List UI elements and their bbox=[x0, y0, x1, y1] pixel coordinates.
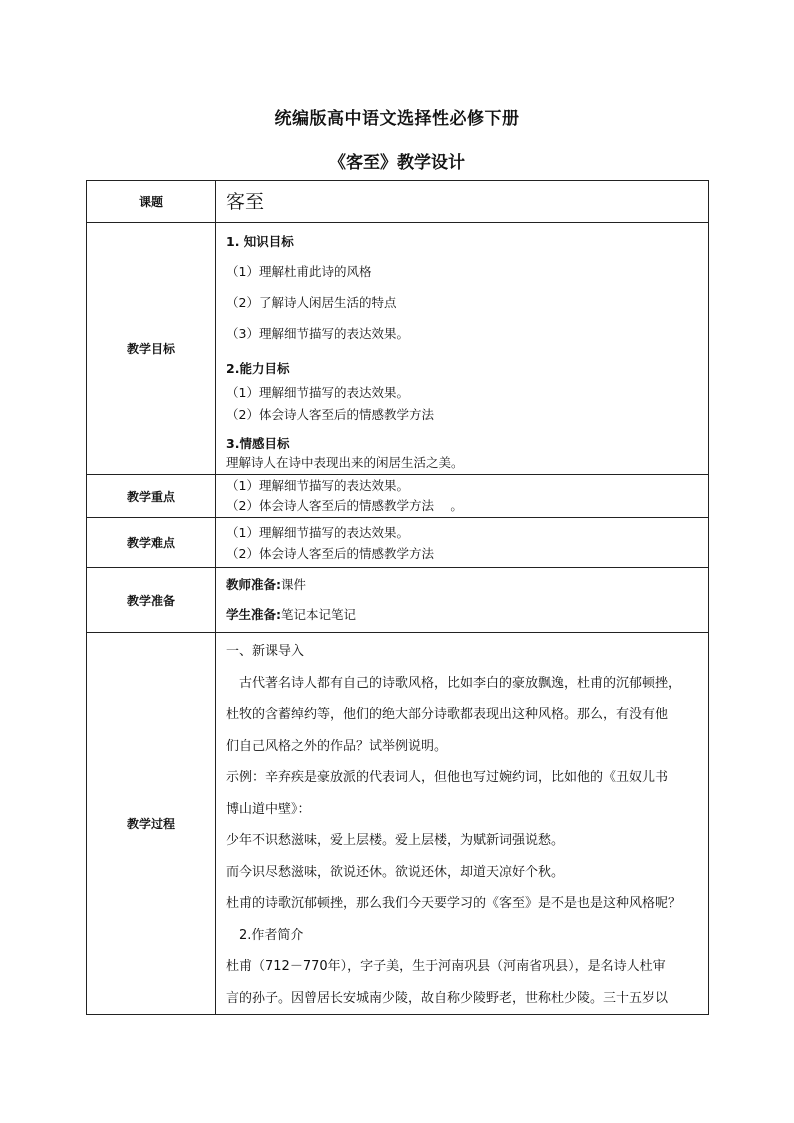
goal-knowledge-1: （1）理解杜甫此诗的风格 bbox=[226, 264, 372, 279]
table-row-prep bbox=[87, 568, 709, 633]
label-difficulty: 教学难点 bbox=[87, 518, 216, 568]
cell-key-points bbox=[216, 475, 709, 518]
key-point-2: （2）体会诗人客至后的情感教学方法 。 bbox=[226, 498, 463, 513]
process-line-11: 杜甫（712－770年），字子美，生于河南巩县（河南省巩县），是名诗人杜审 bbox=[226, 959, 666, 974]
lesson-plan-table bbox=[86, 180, 709, 1015]
goal-knowledge-3: （3）理解细节描写的表达效果。 bbox=[226, 326, 409, 341]
cell-prep bbox=[216, 568, 709, 633]
prep-teacher-label: 教师准备: bbox=[226, 577, 281, 592]
goal-ability-2: （2）体会诗人客至后的情感教学方法 bbox=[226, 407, 434, 422]
table-row-key bbox=[87, 475, 709, 518]
label-process: 教学过程 bbox=[87, 633, 216, 1015]
goal-ability-1: （1）理解细节描写的表达效果。 bbox=[226, 385, 409, 400]
prep-student-value: 笔记本记笔记 bbox=[281, 607, 357, 622]
prep-student bbox=[226, 600, 702, 630]
difficulty-2: （2）体会诗人客至后的情感教学方法 bbox=[226, 545, 434, 561]
process-line-7: 少年不识愁滋味，爱上层楼。爱上层楼，为赋新词强说愁。 bbox=[226, 833, 565, 848]
goal-emotion-text: 理解诗人在诗中表现出来的闲居生活之美。 bbox=[226, 455, 464, 470]
process-line-2: 古代著名诗人都有自己的诗歌风格，比如李白的豪放飘逸，杜甫的沉郁顿挫， bbox=[226, 675, 682, 691]
table-row-goals bbox=[87, 223, 709, 475]
prep-student-label: 学生准备: bbox=[226, 607, 281, 622]
process-line-3: 杜牧的含蓄绰约等，他们的绝大部分诗歌都表现出这种风格。那么，有没有他 bbox=[226, 707, 669, 722]
table-row-difficulty bbox=[87, 518, 709, 568]
key-point-1: （1）理解细节描写的表达效果。 bbox=[226, 478, 409, 493]
document-title: 统编版高中语文选择性必修下册 bbox=[274, 109, 520, 129]
goal-ability-heading: 2.能力目标 bbox=[226, 361, 290, 376]
topic-value: 客至 bbox=[226, 190, 265, 213]
prep-teacher bbox=[226, 570, 702, 600]
cell-process bbox=[216, 633, 709, 1015]
label-prep: 教学准备 bbox=[87, 568, 216, 633]
process-line-12: 言的孙子。因曾居长安城南少陵，故自称少陵野老，世称杜少陵。三十五岁以 bbox=[226, 990, 669, 1006]
table-row-topic bbox=[87, 181, 709, 223]
label-topic: 课题 bbox=[87, 181, 216, 223]
process-line-9: 杜甫的诗歌沉郁顿挫，那么我们今天要学习的《客至》是不是也是这种风格呢？ bbox=[226, 896, 682, 911]
process-line-4: 们自己风格之外的作品？试举例说明。 bbox=[226, 738, 448, 754]
document-subtitle: 《客至》教学设计 bbox=[329, 153, 465, 173]
label-key-points: 教学重点 bbox=[87, 475, 216, 518]
cell-goals bbox=[216, 223, 709, 475]
cell-difficulty bbox=[216, 518, 709, 568]
goal-knowledge-heading: 1. 知识目标 bbox=[226, 234, 294, 249]
process-line-6: 博山道中壁》： bbox=[226, 801, 311, 817]
goal-emotion-heading: 3.情感目标 bbox=[226, 436, 290, 451]
process-line-1: 一、新课导入 bbox=[226, 644, 305, 659]
prep-teacher-value: 课件 bbox=[281, 577, 307, 592]
table-row-process bbox=[87, 633, 709, 1015]
process-line-5: 示例：辛弃疾是豪放派的代表词人，但他也写过婉约词，比如他的《丑奴儿书 bbox=[226, 770, 669, 785]
process-line-8: 而今识尽愁滋味，欲说还休。欲说还休，却道天凉好个秋。 bbox=[226, 864, 565, 880]
label-goals: 教学目标 bbox=[87, 223, 216, 475]
process-line-10: 2.作者简介 bbox=[226, 927, 304, 943]
cell-topic bbox=[216, 181, 709, 223]
difficulty-1: （1）理解细节描写的表达效果。 bbox=[226, 524, 409, 540]
goal-knowledge-2: （2）了解诗人闲居生活的特点 bbox=[226, 295, 397, 310]
